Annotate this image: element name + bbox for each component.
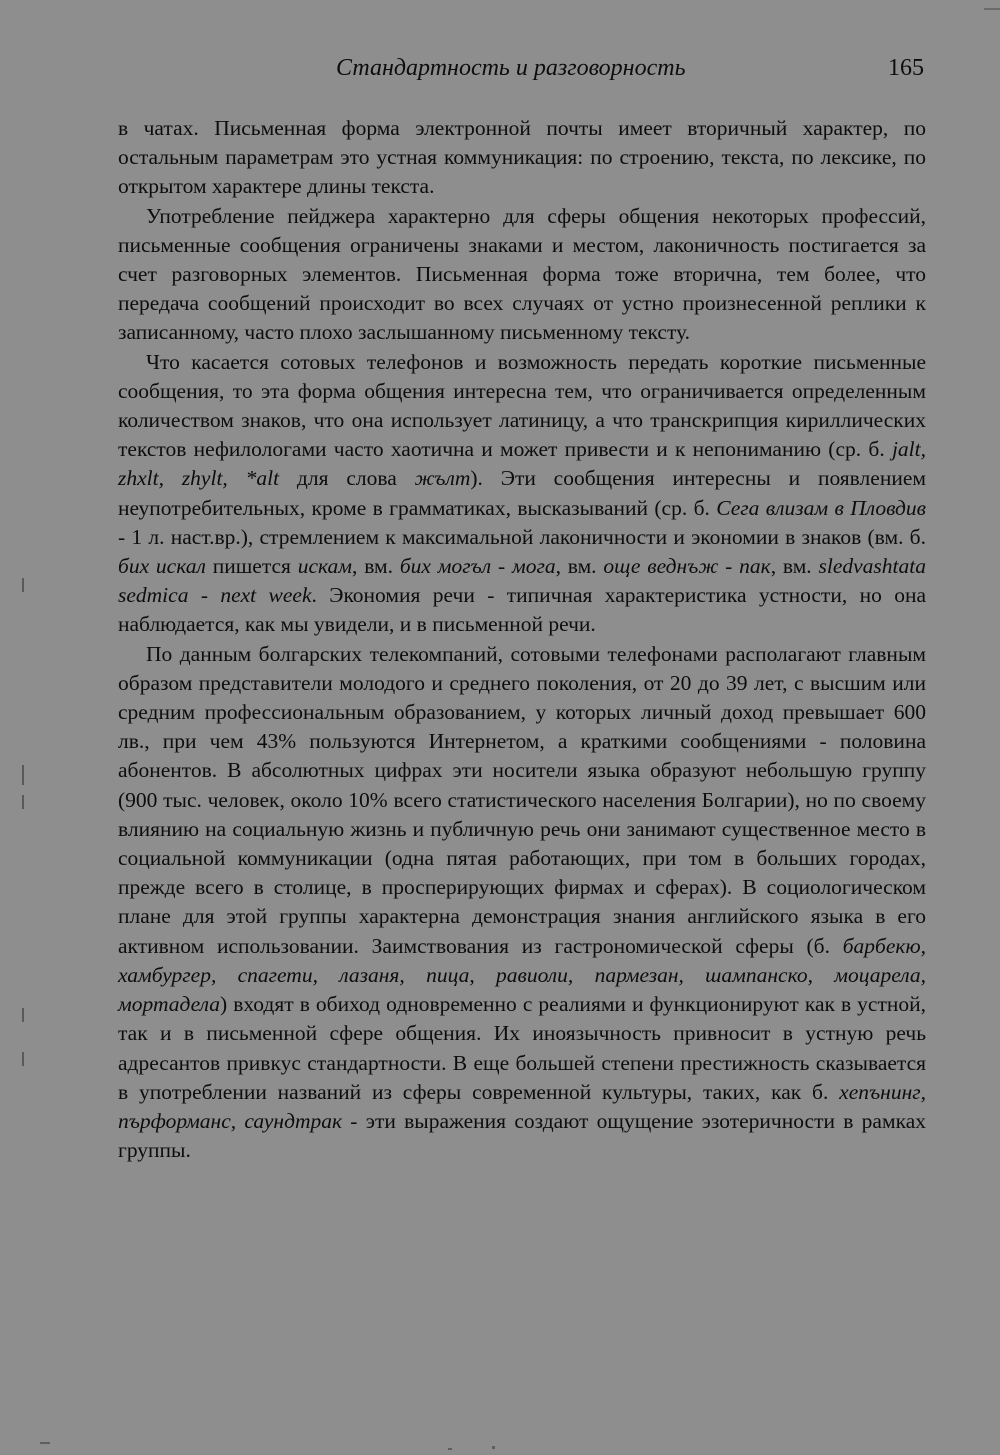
paragraph <box>118 348 926 640</box>
paragraph <box>118 202 926 348</box>
italic-example: бих искал <box>118 554 206 579</box>
running-title: Стандартность и разговорность <box>336 55 686 81</box>
text-run: ) входят в обиход одновременно с реалиями и функционируют как в устной, так и в письменной сфере общения. Их иноязычность привносит в устную речь адресантов привкус стандартности. В еще большей степени престижность сказывается в употреблении названий из сферы современной культуры, таких, как б. <box>118 992 926 1104</box>
page-number: 165 <box>888 55 924 81</box>
text-run: , вм. <box>352 554 400 579</box>
italic-example: sledvashtata sedmica - next week <box>118 554 926 608</box>
text-run: Употребление пейджера характерно для сферы общения некоторых профессий, письменные сообщения ограничены знаками и местом, лаконичность постигается за счет разговорных элементов. Письменная форма тоже вторична, тем более, что передача сообщений происходит во всех случаях от устно произнесенной реплики к записанному, часто плохо заслышанному письменному тексту. <box>118 203 926 345</box>
paragraph <box>118 640 926 1166</box>
scan-margin-mark <box>22 578 24 592</box>
text-run: в чатах. Письменная форма электронной почты имеет вторичный характер, по остальным параметрам это устная коммуникация: по строению, текста, по лексике, по открытом характере длины текста. <box>118 116 926 199</box>
italic-example: искам <box>297 554 353 579</box>
text-run: . Экономия речи - типичная характеристика устности, но она наблюдается, как мы увидели, и в письменной речи. <box>118 583 926 637</box>
body-text <box>118 114 926 1165</box>
scan-margin-mark <box>22 795 24 809</box>
italic-example: барбекю, хамбургер, спагети, лазаня, пица, равиоли, пармезан, шампанско, моцарела, мортадела <box>118 933 926 1017</box>
italic-example: хепънинг, пърформанс, саундтрак <box>118 1079 926 1133</box>
italic-example: Сега влизам в Пловдив <box>716 495 926 520</box>
text-run: ). Эти сообщения интересны и появлением неупотребительных, кроме в грамматиках, высказываний (ср. б. <box>118 466 926 520</box>
text-run: - эти выражения создают ощущение эзотеричности в рамках группы. <box>118 1108 926 1163</box>
scan-margin-mark <box>22 765 24 785</box>
scan-speck <box>40 1442 50 1444</box>
scan-margin-mark <box>22 1052 24 1066</box>
italic-example: бих могъл - мога <box>399 554 556 579</box>
paragraph <box>118 114 926 202</box>
text-run: для слова <box>279 466 415 491</box>
running-head <box>118 50 926 86</box>
text-run: По данным болгарских телекомпаний, сотовыми телефонами располагают главным образом представители молодого и среднего поколения, от 20 до 39 лет, с высшим или средним профессиональным образованием, у которых личный доход превышает 600 лв., при чем 43% пользуются Интернетом, а краткими сообщениями - половина абонентов. В абсолютных цифрах эти носители языка образуют небольшую группу (900 тыс. человек, около 10% всего статистического населения Болгарии), но по своему влиянию на социальную жизнь и публичную речь они занимают существенное место в социальной коммуникации (одна пятая работающих, при том в больших городах, прежде всего в столице, в просперирующих фирмах и сферах). В социологическом плане для этой группы характерна демонстрация знания английского языка в его активном использовании. Заимствования из гастрономической сферы (б. <box>118 641 926 958</box>
scan-margin-mark <box>22 1008 24 1022</box>
text-run: Что касается сотовых телефонов и возможность передать короткие письменные сообщения, то эта форма общения интересна тем, что ограничивается определенным количеством знаков, что она использует латиницу, а что транскрипция кириллических текстов нефилологами часто хаотична и может привести и к непониманию (ср. б. <box>118 349 926 462</box>
scan-corner-mark <box>984 8 1000 10</box>
italic-example: жълт <box>414 466 471 491</box>
italic-example: още веднъж - пак <box>603 554 771 579</box>
scan-speck <box>448 1448 452 1450</box>
scan-speck <box>492 1446 495 1449</box>
text-run: , вм. <box>770 554 819 579</box>
italic-example: jalt, zhxlt, zhylt, *alt <box>118 437 926 491</box>
text-run: - 1 л. наст.вр.), стремлением к максимальной лаконичности и экономии в знаков (вм. б. <box>118 524 926 549</box>
text-run: пишется <box>205 554 298 579</box>
text-run: , вм. <box>555 554 604 579</box>
